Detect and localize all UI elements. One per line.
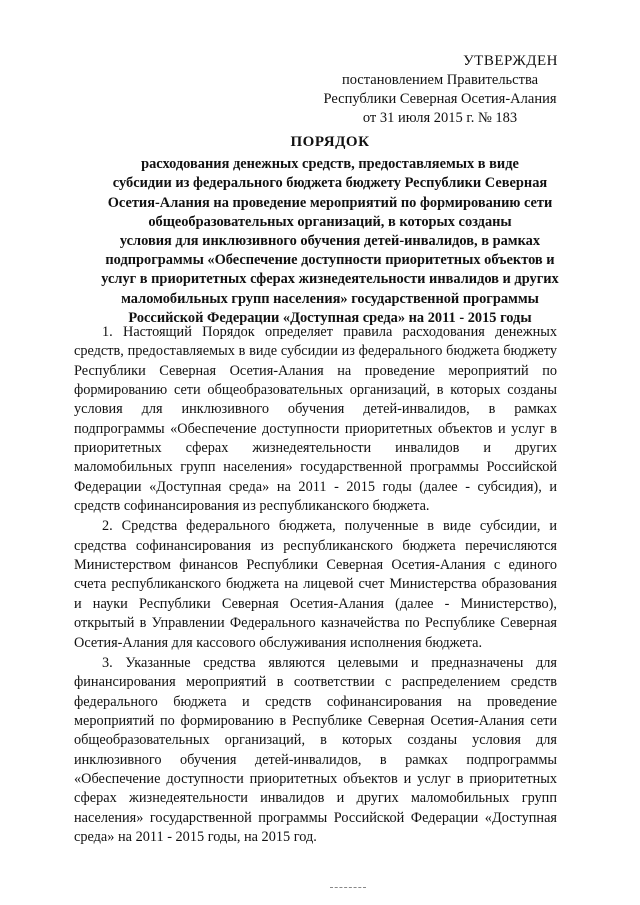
approval-line-1: постановлением Правительства [341, 72, 539, 88]
heading-line: субсидии из федерального бюджета бюджету Республики Северная [112, 175, 548, 192]
document-heading [70, 133, 590, 328]
heading-line: маломобильных групп населения» государственной программы [121, 290, 539, 307]
paragraph-1: 1. Настоящий Порядок определяет правила расходования денежных средств, предоставляемых в виде субсидии из федерального бюджета бюджету Республики Северная Осетия-Алания на проведение мероприятий по формированию сети общеобразовательных организаций, в которых созданы условия для инклюзивного обучения детей-инвалидов, в рамках подпрограммы «Обеспечение доступности приоритетных объектов и услуг в приоритетных сферах жизнедеятельности инвалидов и других маломобильных групп населения» государственной программы Российской Федерации «Доступная среда» на 2011 - 2015 годы (далее - субсидия), и средств софинансирования из республиканского бюджета. [74, 324, 557, 515]
heading-line: услуг в приоритетных сферах жизнедеятельности инвалидов и других [101, 271, 559, 288]
heading-line: общеобразовательных организаций, в которых созданы [148, 213, 512, 230]
approval-stamp [300, 52, 580, 128]
page-footer-mark [330, 887, 366, 890]
heading-line: Осетия-Алания на проведение мероприятий по формированию сети [107, 194, 553, 211]
heading-line: условия для инклюзивного обучения детей-инвалидов, в рамках [119, 233, 541, 250]
document-body [74, 323, 557, 847]
heading-line: расходования денежных средств, предоставляемых в виде [141, 156, 519, 173]
approval-line-2: Республики Северная Осетия-Алания [323, 91, 557, 107]
approval-line-3: от 31 июля 2015 г. № 183 [362, 110, 518, 126]
paragraph-2: 2. Средства федерального бюджета, полученные в виде субсидии, и средства софинансирования из республиканского бюджета перечисляются Министерством финансов Республики Северная Осетия-Алания с единого счета республиканского бюджета на лицевой счет Министерства образования и науки Республики Северная Осетия-Алания (далее - Министерство), открытый в Управлении Федерального казначейства по Республике Северная Осетия-Алания для кассового обслуживания исполнения бюджета. [74, 518, 557, 651]
heading-line: подпрограммы «Обеспечение доступности приоритетных объектов и [105, 252, 555, 269]
heading-line: Российской Федерации «Доступная среда» на 2011 - 2015 годы [128, 309, 532, 326]
paragraph-3: 3. Указанные средства являются целевыми и предназначены для финансирования мероприятий в соответствии с распределением средств федерального бюджета и средств софинансирования на проведение мероприятий по формированию в Республике Северная Осетия-Алания сети общеобразовательных организаций, в которых созданы условия для инклюзивного обучения детей-инвалидов, в рамках подпрограммы «Обеспечение доступности приоритетных объектов и услуг в приоритетных сферах жизнедеятельности инвалидов и других маломобильных групп населения» государственной программы Российской Федерации «Доступная среда» на 2011 - 2015 годы, на 2015 год. [74, 654, 557, 845]
document-title: ПОРЯДОК [290, 134, 370, 150]
approval-title: УТВЕРЖДЕН [463, 53, 558, 69]
